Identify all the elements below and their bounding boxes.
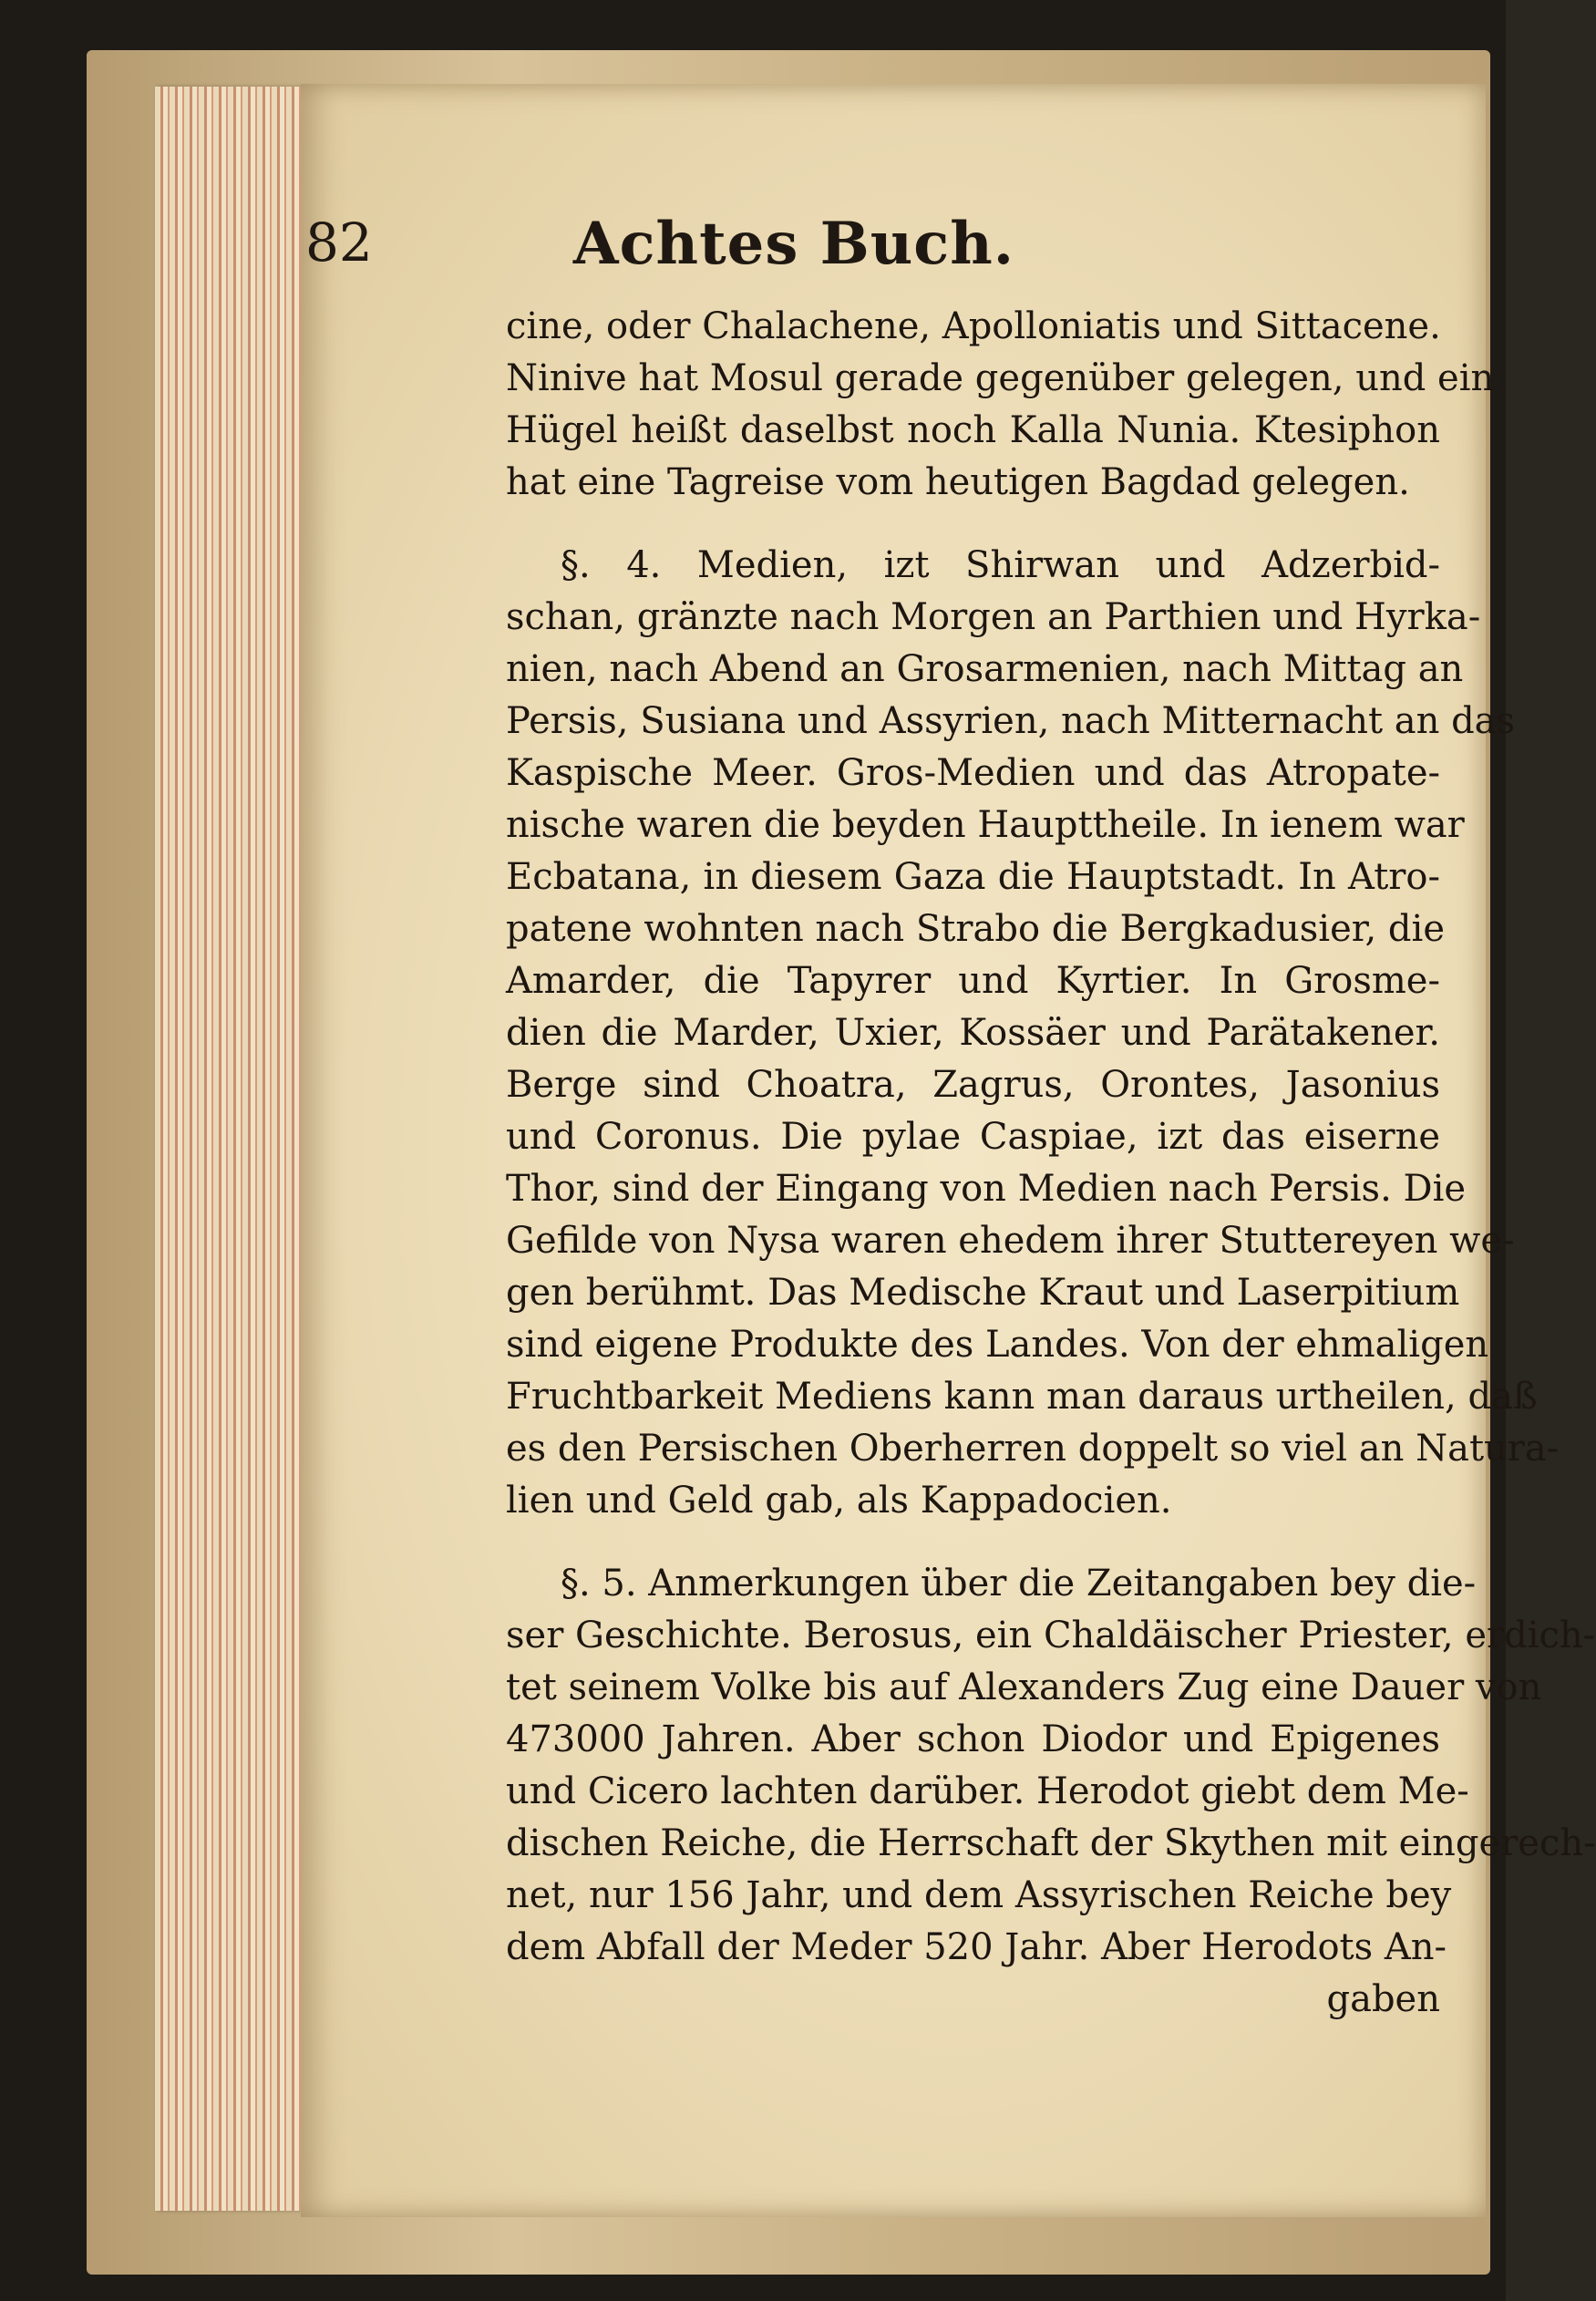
paragraph-gap <box>506 1527 1440 1558</box>
text-line: net, nur 156 Jahr, und dem Assyrischen Reiche bey <box>506 1874 1452 1916</box>
text-line: Amarder, die Tapyrer und Kyrtier. In Grosme- <box>506 960 1440 1002</box>
paragraph <box>506 301 1495 509</box>
text-line: Kaspische Meer. Gros-Medien und das Atropate- <box>506 752 1440 794</box>
text-line: patene wohnten nach Strabo die Bergkadusier, die <box>506 908 1445 950</box>
paragraph <box>506 540 1560 1527</box>
text-line: nische waren die beyden Haupttheile. In ienem war <box>506 804 1465 846</box>
text-line: dischen Reiche, die Herrschaft der Skythen mit eingerech- <box>506 1822 1596 1864</box>
catchword: gaben <box>1326 1978 1440 2020</box>
text-line: gen berühmt. Das Medische Kraut und Laserpitium <box>506 1272 1460 1314</box>
text-line: §. 5. Anmerkungen über die Zeitangaben bey die- <box>561 1563 1477 1605</box>
text-line: Ninive hat Mosul gerade gegenüber gelegen, und ein <box>506 357 1495 399</box>
text-line: hat eine Tagreise vom heutigen Bagdad gelegen. <box>506 461 1410 503</box>
text-line: tet seinem Volke bis auf Alexanders Zug eine Dauer von <box>506 1666 1542 1708</box>
text-line: dien die Marder, Uxier, Kossäer und Parätakener. <box>506 1012 1440 1054</box>
paragraph <box>506 1558 1596 1974</box>
text-line: nien, nach Abend an Grosarmenien, nach Mittag an <box>506 648 1464 690</box>
page-edges <box>155 87 319 2211</box>
text-line: und Coronus. Die pylae Caspiae, izt das eiserne <box>506 1116 1440 1158</box>
text-line: 473000 Jahren. Aber schon Diodor und Epigenes <box>506 1718 1440 1760</box>
text-line: Thor, sind der Eingang von Medien nach Persis. Die <box>506 1168 1467 1210</box>
text-line: schan, gränzte nach Morgen an Parthien und Hyrka- <box>506 596 1481 638</box>
text-line: dem Abfall der Meder 520 Jahr. Aber Herodots An- <box>506 1926 1447 1968</box>
page-number: 82 <box>305 212 373 273</box>
running-title: Achtes Buch. <box>572 210 1015 278</box>
text-line: und Cicero lachten darüber. Herodot giebt dem Me- <box>506 1770 1469 1812</box>
text-line: Gefilde von Nysa waren ehedem ihrer Stuttereyen we- <box>506 1220 1515 1262</box>
body-text <box>506 301 1596 2026</box>
text-line: cine, oder Chalachene, Apolloniatis und Sittacene. <box>506 305 1441 347</box>
text-line: lien und Geld gab, als Kappadocien. <box>506 1480 1172 1522</box>
text-line: ser Geschichte. Berosus, ein Chaldäischer Priester, erdich- <box>506 1615 1596 1656</box>
text-line: Ecbatana, in diesem Gaza die Hauptstadt. In Atro- <box>506 856 1440 898</box>
text-line: es den Persischen Oberherren doppelt so viel an Natura- <box>506 1428 1560 1470</box>
text-line: Persis, Susiana und Assyrien, nach Mitternacht an das <box>506 700 1516 742</box>
text-line: sind eigene Produkte des Landes. Von der ehmaligen <box>506 1324 1489 1366</box>
text-line: Fruchtbarkeit Mediens kann man daraus urtheilen, daß <box>506 1376 1538 1418</box>
text-line: §. 4. Medien, izt Shirwan und Adzerbid- <box>561 544 1440 586</box>
text-line: Hügel heißt daselbst noch Kalla Nunia. Ktesiphon <box>506 409 1440 451</box>
text-line: Berge sind Choatra, Zagrus, Orontes, Jasonius <box>506 1064 1440 1106</box>
paragraph-gap <box>506 509 1440 540</box>
